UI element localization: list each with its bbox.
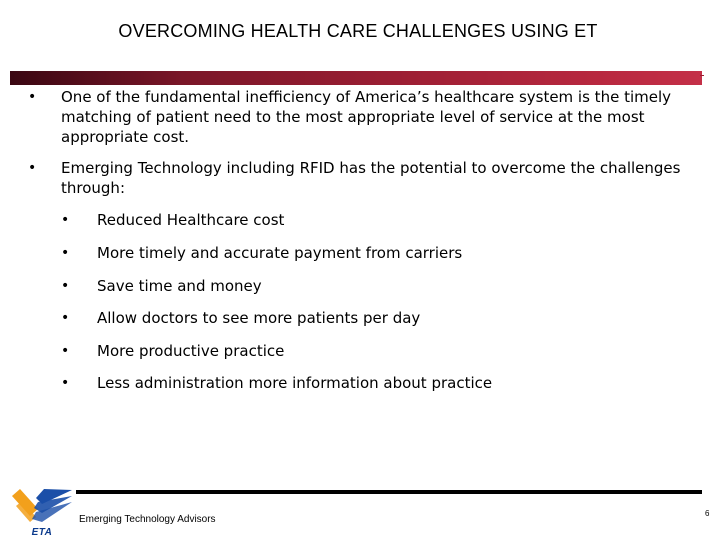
- sub-bullet-text: More productive practice: [97, 342, 285, 360]
- bullet-dot: •: [28, 89, 37, 105]
- eta-logo-text: ETA: [31, 527, 53, 538]
- sub-bullet-dot: •: [61, 212, 70, 228]
- sub-bullet-text: Less administration more information about practice: [97, 374, 493, 392]
- bullet-text: One of the fundamental inefficiency of America’s healthcare system is the timely matching of patient need to the most appropriate level of service at the most appropriate cost.: [61, 88, 672, 146]
- sub-bullet-text: Save time and money: [97, 277, 262, 295]
- sub-bullet-text: More timely and accurate payment from carriers: [97, 244, 463, 262]
- footer-company-name: Emerging Technology Advisors: [79, 514, 216, 525]
- sub-bullet-dot: •: [61, 245, 70, 261]
- sub-bullet-dot: •: [61, 375, 70, 391]
- slide-title: OVERCOMING HEALTH CARE CHALLENGES USING ET: [118, 21, 598, 41]
- bullet-dot: •: [28, 160, 37, 176]
- sub-bullet-dot: •: [61, 343, 70, 359]
- bullet-text: Emerging Technology including RFID has the potential to overcome the challenges through:: [61, 159, 681, 197]
- title-divider-bar: [10, 71, 702, 85]
- sub-bullet-dot: •: [61, 310, 70, 326]
- footer-divider-bar: [76, 490, 702, 494]
- sub-bullet-text: Reduced Healthcare cost: [97, 211, 285, 229]
- sub-bullet-text: Allow doctors to see more patients per day: [97, 309, 421, 327]
- title-divider-tick: [700, 75, 704, 76]
- page-number: 6: [705, 509, 710, 518]
- sub-bullet-dot: •: [61, 278, 70, 294]
